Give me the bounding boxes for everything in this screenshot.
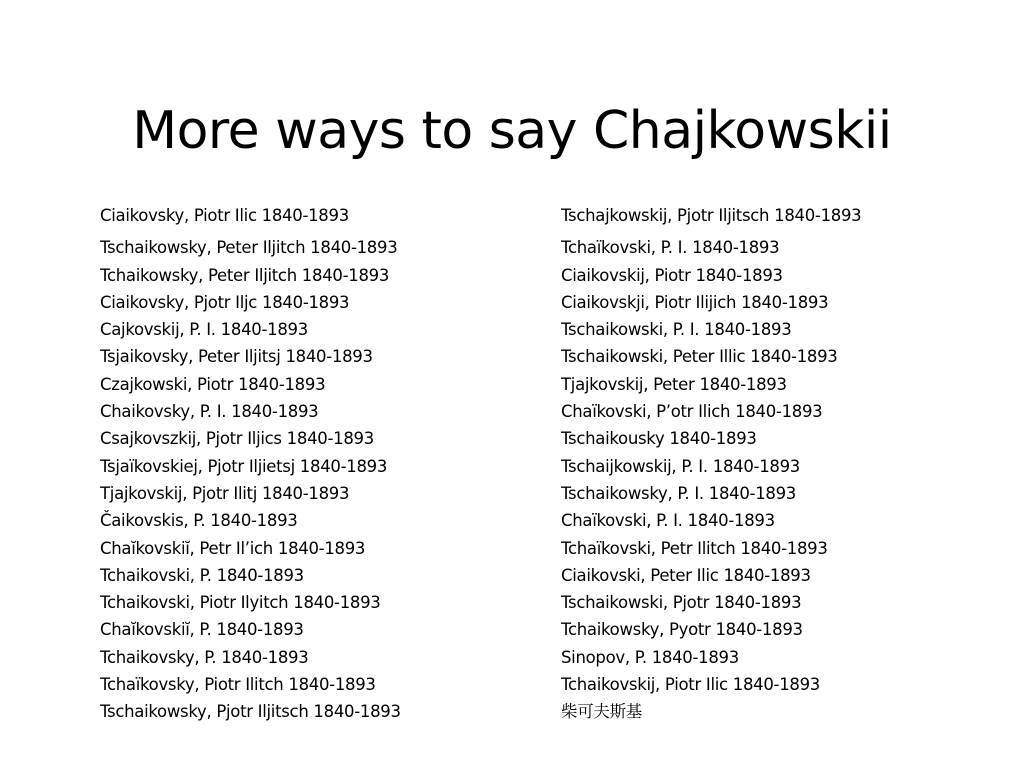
name-variant-item: Tchaïkovski, P. I. 1840-1893: [561, 238, 780, 258]
name-variant-item: Tchaikovskij, Piotr Ilic 1840-1893: [561, 675, 820, 695]
name-variant-item: Chaïkovski, P’otr Ilich 1840-1893: [561, 402, 823, 422]
name-variant-item: Tchaïkovski, Petr Ilitch 1840-1893: [561, 538, 828, 558]
name-variant-item: Tchaikowsky, Pyotr 1840-1893: [561, 620, 803, 640]
slide-title: More ways to say Chajkowskii: [132, 100, 892, 161]
name-variant-item: Tsjaikovsky, Peter Iljitsj 1840-1893: [100, 347, 373, 367]
name-variant-item: Tschaijkowskij, P. I. 1840-1893: [561, 456, 800, 476]
name-variant-item: Ciaikovskij, Piotr 1840-1893: [561, 265, 783, 285]
name-variants-right-column: [561, 202, 1001, 726]
name-variant-item: Chaĭkovskiĭ, Petr Il’ich 1840-1893: [100, 538, 366, 558]
name-variant-item: Sinopov, P. 1840-1893: [561, 647, 739, 667]
name-variant-item: Tchaikowsky, Peter Iljitch 1840-1893: [100, 265, 390, 285]
name-variant-item: Chaĭkovskiĭ, P. 1840-1893: [100, 620, 304, 640]
name-variant-item: Tchaikovski, P. 1840-1893: [100, 565, 304, 585]
name-variant-item: Ciaikovsky, Piotr Ilic 1840-1893: [100, 206, 349, 225]
name-variant-item: Cajkovskij, P. I. 1840-1893: [100, 320, 308, 340]
name-variant-item: Tschaikowski, P. I. 1840-1893: [561, 320, 792, 340]
name-variant-item: Csajkovszkij, Pjotr Iljics 1840-1893: [100, 429, 374, 449]
name-variant-item: Tschajkowskij, Pjotr Iljitsch 1840-1893: [561, 206, 862, 225]
name-variant-item: Tschaikowsky, Pjotr Iljitsch 1840-1893: [100, 702, 401, 722]
name-variant-item: Tjajkovskij, Peter 1840-1893: [561, 374, 787, 394]
name-variant-item: Tjajkovskij, Pjotr Ilitj 1840-1893: [100, 483, 350, 503]
name-variant-item: Ciaikovski, Peter Ilic 1840-1893: [561, 565, 811, 585]
name-variant-item: Tschaikowski, Peter Illic 1840-1893: [561, 347, 838, 367]
name-variant-item: Tchaikovsky, P. 1840-1893: [100, 647, 309, 667]
name-variant-item: 柴可夫斯基: [561, 702, 643, 722]
name-variant-item: Čaikovskis, P. 1840-1893: [100, 511, 298, 531]
name-variant-item: Tschaikowsky, Peter Iljitch 1840-1893: [100, 238, 398, 258]
name-variant-item: Chaikovsky, P. I. 1840-1893: [100, 402, 319, 422]
name-variant-item: Ciaikovsky, Pjotr Iljc 1840-1893: [100, 292, 350, 312]
name-variant-item: Ciaikovskji, Piotr Ilijich 1840-1893: [561, 292, 829, 312]
name-variant-item: Tschaikowsky, P. I. 1840-1893: [561, 483, 797, 503]
name-variant-item: Chaïkovski, P. I. 1840-1893: [561, 511, 775, 531]
name-variant-item: Czajkowski, Piotr 1840-1893: [100, 374, 326, 394]
name-variant-item: Tchaikovski, Piotr Ilyitch 1840-1893: [100, 593, 381, 613]
name-variant-item: Tsjaïkovskiej, Pjotr Iljietsj 1840-1893: [100, 456, 388, 476]
name-variant-item: Tschaikousky 1840-1893: [561, 429, 757, 449]
name-variant-item: Tschaikowski, Pjotr 1840-1893: [561, 593, 802, 613]
name-variant-item: Tchaïkovsky, Piotr Ilitch 1840-1893: [100, 675, 376, 695]
name-variants-left-column: [100, 202, 540, 726]
